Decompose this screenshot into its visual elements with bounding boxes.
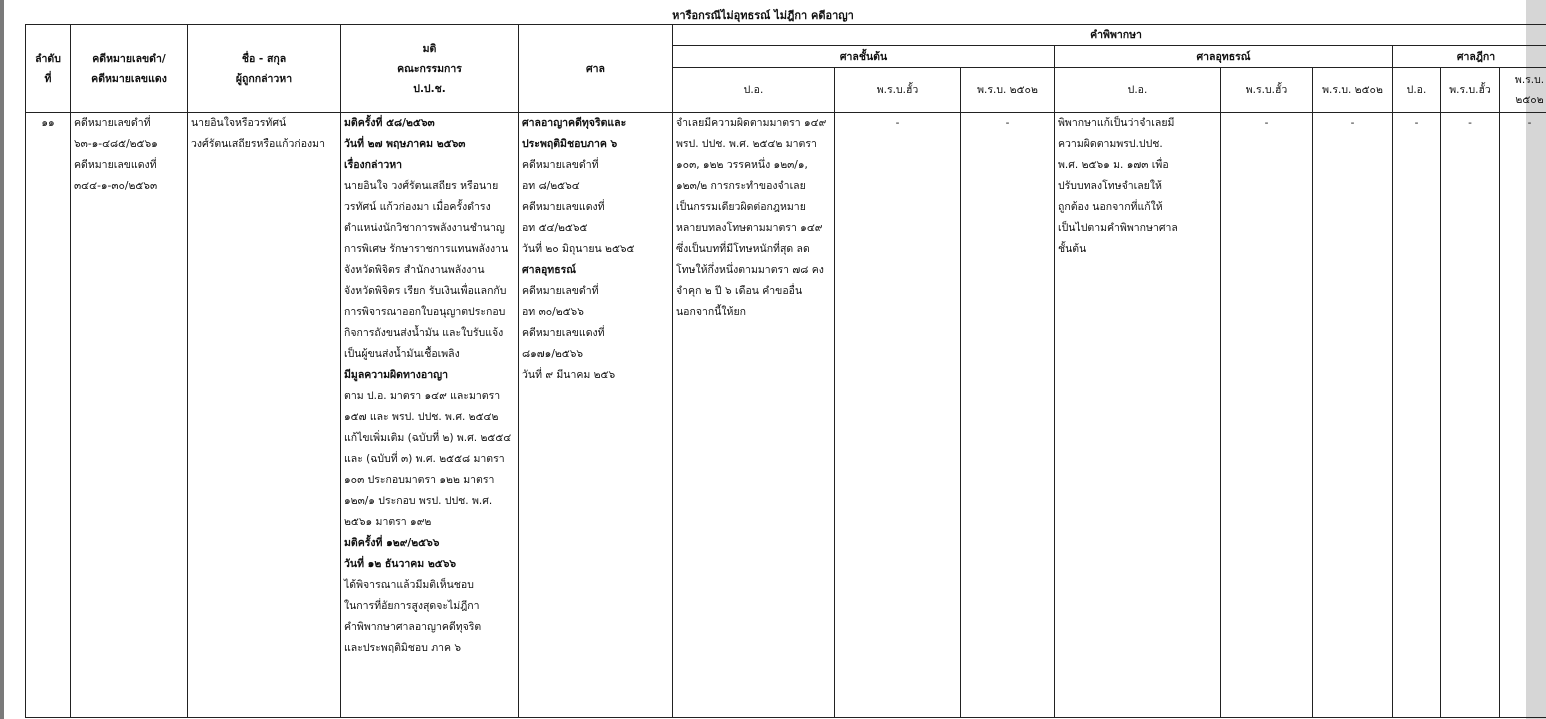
cell-line: ชั้นต้น (1058, 243, 1087, 255)
cell-line: มติครั้งที่ ๑๒๙/๒๕๖๖ (344, 537, 440, 549)
cell-line: ตาม ป.อ. มาตรา ๑๔๙ และมาตรา (344, 390, 501, 402)
header-appeal-prb-au: พ.ร.บ.ฮั้ว (1221, 68, 1313, 113)
header-first-court: ศาลชั้นต้น (673, 46, 1055, 68)
cell-line: วันที่ ๙ มีนาคม ๒๕๖ (522, 369, 616, 381)
header-appeal-court: ศาลอุทธรณ์ (1055, 46, 1393, 68)
cell-line: ๑๐๓, ๑๒๒ วรรคหนึ่ง ๑๒๓/๑, (676, 159, 808, 171)
header-supreme-court: ศาลฎีกา (1393, 46, 1546, 68)
header-row-1 (26, 25, 1546, 46)
row-seq: ๑๑ (26, 113, 71, 718)
header-supreme-po: ป.อ. (1393, 68, 1441, 113)
cell-line: ชื่อ - สกุล (241, 52, 287, 65)
cell-line: คดีหมายเลขดำที่ (522, 285, 599, 297)
cell-line: คดีหมายเลขแดง (91, 72, 167, 85)
cell-line: วันที่ ๑๒ ธันวาคม ๒๕๖๖ (344, 558, 457, 570)
row-first-po (673, 113, 835, 718)
cell-line: นายอินใจหรือวรทัศน์ (191, 117, 287, 129)
header-case-number (71, 25, 188, 113)
cell-line: ในการที่อัยการสูงสุดจะไม่ฎีกา (344, 600, 480, 612)
cell-line: อท ๘/๒๕๖๔ (522, 180, 580, 192)
cell-line: ความผิดตามพรป.ปปช. (1058, 138, 1163, 150)
cell-line: คดีหมายเลขดำที่ (74, 117, 151, 129)
cell-line: มติ (422, 42, 437, 55)
page-title: หารือกรณีไม่อุทธรณ์ ไม่ฎีกา คดีอาญา (672, 9, 854, 22)
cell-line: คดีหมายเลขแดงที่ (522, 201, 605, 213)
header-first-prb-2502: พ.ร.บ. ๒๕๐๒ (961, 68, 1055, 113)
cell-line: การพิเศษ รักษาราชการแทนพลังงาน (344, 243, 509, 255)
cell-line: ถูกต้อง นอกจากที่แก้ให้ (1058, 201, 1163, 213)
cell-line: ๑๒๓/๑ ประกอบ พรป. ปปช. พ.ศ. (344, 495, 493, 507)
cell-line: พรป. ปปช. พ.ศ. ๒๕๔๒ มาตรา (676, 138, 817, 150)
cell-line: กิจการถังขนส่งน้ำมัน และใบรับแจ้ง (344, 327, 504, 339)
row-supreme-prb-2502: - (1500, 113, 1546, 718)
row-supreme-prb-au: - (1441, 113, 1500, 718)
cell-line: แก้ไขเพิ่มเติม (ฉบับที่ ๒) พ.ศ. ๒๕๕๔ (344, 432, 512, 444)
header-supreme-prb-2502 (1500, 68, 1546, 113)
cell-line: เป็นผู้ขนส่งน้ำมันเชื้อเพลิง (344, 348, 460, 360)
cell-line: ๖๓-๑-๔๘๕/๒๕๖๑ (74, 138, 158, 150)
cell-line: ๑๐๓ ประกอบมาตรา ๑๒๒ มาตรา (344, 474, 495, 486)
cell-line: พิพากษาแก้เป็นว่าจำเลยมี (1058, 117, 1175, 129)
cell-line: ๒๕๖๑ มาตรา ๑๙๒ (344, 516, 432, 528)
cell-line: และประพฤติมิชอบ ภาค ๖ (344, 642, 462, 654)
row-accused-name (188, 113, 341, 718)
row-supreme-po: - (1393, 113, 1441, 718)
cell-line: วันที่ ๒๐ มิถุนายน ๒๕๖๕ (522, 243, 635, 255)
cell-line: อท ๕๔/๒๕๖๕ (522, 222, 588, 234)
cell-line: คำพิพากษาศาลอาญาคดีทุจริต (344, 621, 482, 633)
cell-line: ผู้ถูกกล่าวหา (235, 72, 293, 85)
cell-line: ๑๕๗ และ พรป. ปปช. พ.ศ. ๒๕๔๒ (344, 411, 499, 423)
header-appeal-prb-2502: พ.ร.บ. ๒๕๐๒ (1313, 68, 1393, 113)
cell-line: มีมูลความผิดทางอาญา (344, 369, 448, 381)
cell-line: เรื่องกล่าวหา (344, 159, 403, 171)
cell-line: เป็นกรรมเดียวผิดต่อกฎหมาย (676, 201, 806, 213)
cell-line: มติครั้งที่ ๕๘/๒๕๖๓ (344, 117, 435, 129)
cell-line: คดีหมายเลขดำที่ (522, 159, 599, 171)
cell-line: ศาลอาญาคดีทุจริตและ (522, 117, 627, 129)
cell-line: ศาลอุทธรณ์ (522, 264, 577, 276)
row-nacc-resolution (341, 113, 519, 718)
cell-line: ๘๑๗๑/๒๕๖๖ (522, 348, 584, 360)
header-appeal-po: ป.อ. (1055, 68, 1221, 113)
row-case-number (71, 113, 188, 718)
cell-line: โทษให้กึ่งหนึ่งตามมาตรา ๗๘ คง (676, 264, 824, 276)
header-accused-name (188, 25, 341, 113)
header-first-prb-au: พ.ร.บ.ฮั้ว (835, 68, 961, 113)
left-window-edge (0, 0, 4, 719)
case-table (25, 24, 1546, 718)
cell-line: ๒๕๐๒ (1515, 94, 1544, 106)
header-court: ศาล (519, 25, 673, 113)
cell-line: คดีหมายเลขแดงที่ (522, 327, 605, 339)
cell-line: ได้พิจารณาแล้วมีมติเห็นชอบ (344, 579, 474, 591)
cell-line: ป.ป.ช. (413, 82, 446, 95)
row-appeal-po (1055, 113, 1221, 718)
cell-line: ๓๔๔-๑-๓๐/๒๕๖๓ (74, 180, 158, 192)
cell-line: ซึ่งเป็นบทที่มีโทษหนักที่สุด ลด (676, 243, 810, 255)
cell-line: นอกจากนี้ให้ยก (676, 306, 746, 318)
header-supreme-prb-au: พ.ร.บ.ฮั้ว (1441, 68, 1500, 113)
header-seq (26, 25, 71, 113)
cell-line: ๑๒๓/๒ การกระทำของจำเลย (676, 180, 806, 192)
row-appeal-prb-au: - (1221, 113, 1313, 718)
cell-line: คดีหมายเลขดำ/ (92, 52, 166, 65)
cell-line: จังหวัดพิจิตร สำนักงานพลังงาน (344, 264, 485, 276)
cell-line: เป็นไปตามคำพิพากษาศาล (1058, 222, 1178, 234)
cell-line: นายอินใจ วงศ์รัตนเสถียร หรือนาย (344, 180, 499, 192)
row-first-prb-au: - (835, 113, 961, 718)
header-nacc-resolution (341, 25, 519, 113)
cell-line: พ.ร.บ. (1514, 74, 1545, 86)
cell-line: จังหวัดพิจิตร เรียก รับเงินเพื่อแลกกับ (344, 285, 507, 297)
cell-line: วันที่ ๒๗ พฤษภาคม ๒๕๖๓ (344, 138, 466, 150)
cell-line: พ.ศ. ๒๕๖๑ ม. ๑๗๓ เพื่อ (1058, 159, 1169, 171)
cell-line: ประพฤติมิชอบภาค ๖ (522, 138, 618, 150)
cell-line: ตำแหน่งนักวิชาการพลังงานชำนาญ (344, 222, 505, 234)
cell-line: จำเลยมีความผิดตามมาตรา ๑๔๙ (676, 117, 827, 129)
cell-line: จำคุก ๒ ปี ๖ เดือน คำขออื่น (676, 285, 803, 297)
cell-line: ปรับบทลงโทษจำเลยให้ (1058, 180, 1162, 192)
cell-line: วงศ์รัตนเสถียรหรือแก้วก่องมา (191, 138, 325, 150)
cell-line: ลำดับ (35, 52, 61, 65)
cell-line: คดีหมายเลขแดงที่ (74, 159, 157, 171)
cell-line: วรทัศน์ แก้วก่องมา เมื่อครั้งดำรง (344, 201, 491, 213)
table-row (26, 113, 1546, 718)
header-first-po: ป.อ. (673, 68, 835, 113)
cell-line: การพิจารณาออกใบอนุญาตประกอบ (344, 306, 506, 318)
cell-line: และ (ฉบับที่ ๓) พ.ศ. ๒๕๕๘ มาตรา (344, 453, 505, 465)
header-judgment: คำพิพากษา (673, 25, 1546, 46)
row-appeal-prb-2502: - (1313, 113, 1393, 718)
cell-line: อท ๓๐/๒๕๖๖ (522, 306, 584, 318)
cell-line: คณะกรรมการ (397, 62, 462, 75)
row-first-prb-2502: - (961, 113, 1055, 718)
row-court (519, 113, 673, 718)
cell-line: หลายบทลงโทษตามมาตรา ๑๔๙ (676, 222, 823, 234)
cell-line: ที่ (44, 72, 52, 85)
